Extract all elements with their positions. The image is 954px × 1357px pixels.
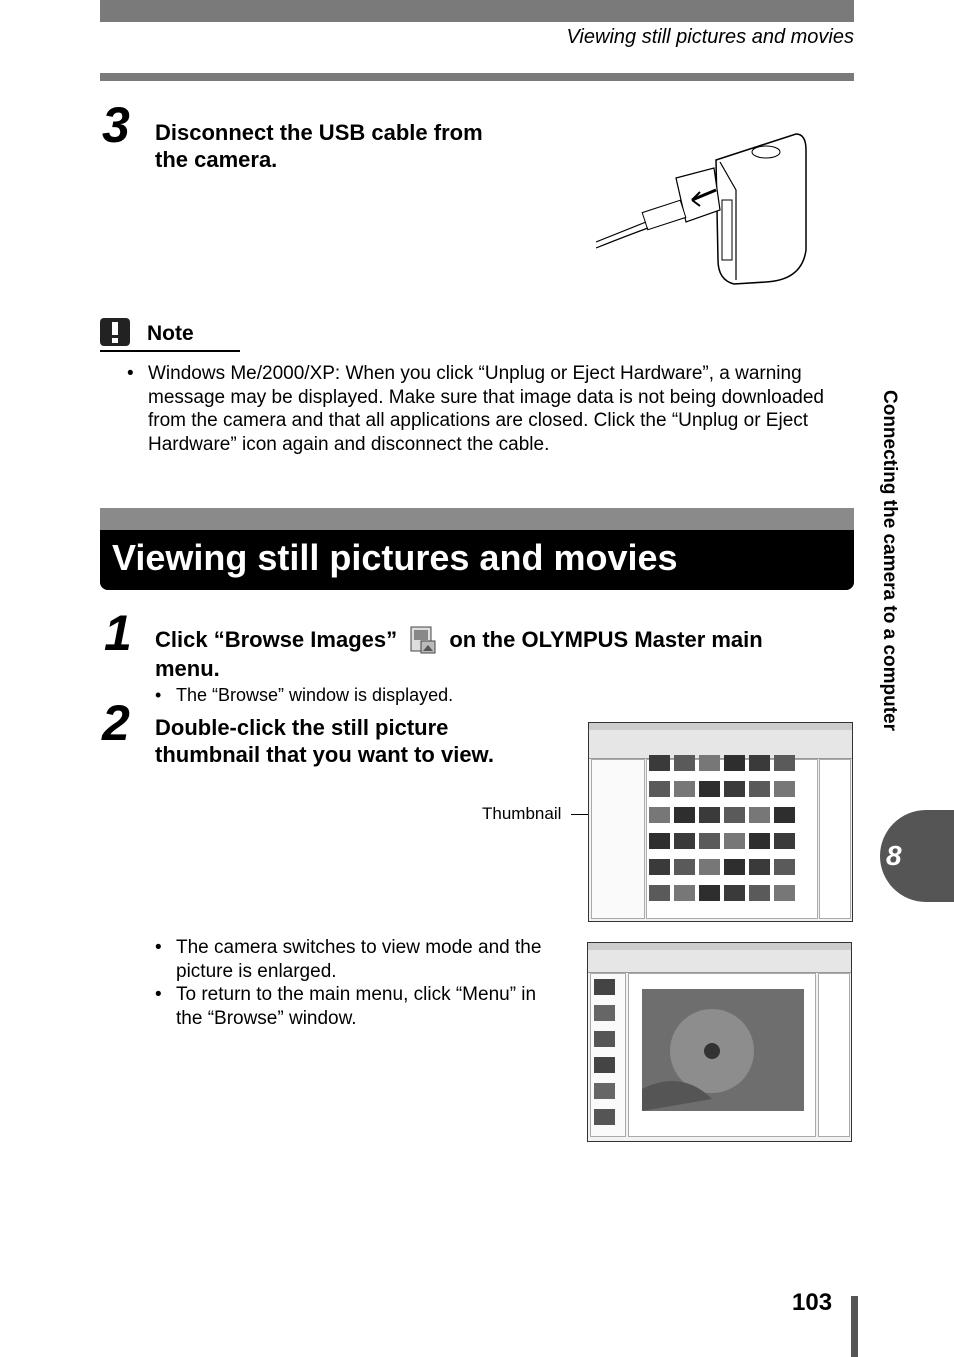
note-bullet: • Windows Me/2000/XP: When you click “Unplug or Eject Hardware”, a warning message may be displayed. Make sure that image data is not being downloaded from the camera and that all applications are closed. Click the “Unplug or Eject Hardware” icon again and disconnect the cable. bbox=[124, 362, 852, 456]
step-2-line2: thumbnail that you want to view. bbox=[155, 742, 494, 767]
browse-images-icon bbox=[409, 625, 437, 655]
strip-thumbnail[interactable] bbox=[594, 1031, 615, 1047]
step-2-line1: Double-click the still picture bbox=[155, 715, 449, 740]
thumbnail-image[interactable] bbox=[649, 755, 670, 771]
chapter-title: Connecting the camera to a computer bbox=[879, 390, 900, 732]
step-1-list bbox=[152, 684, 453, 706]
thumbnail-image[interactable] bbox=[724, 859, 745, 875]
chapter-number: 8 bbox=[886, 840, 902, 871]
thumbnail-image[interactable] bbox=[749, 807, 770, 823]
thumbnail-callout: Thumbnail bbox=[482, 804, 562, 823]
note-icon bbox=[100, 318, 130, 346]
thumbnail-image[interactable] bbox=[674, 833, 695, 849]
step-2-text bbox=[155, 714, 494, 768]
thumbnail-image[interactable] bbox=[649, 859, 670, 875]
strip-thumbnail[interactable] bbox=[594, 1005, 615, 1021]
header-bar-bottom bbox=[100, 73, 854, 81]
thumbnail-image[interactable] bbox=[649, 833, 670, 849]
thumbnail-image[interactable] bbox=[699, 807, 720, 823]
note-rule bbox=[100, 350, 240, 352]
running-title: Viewing still pictures and movies bbox=[566, 26, 854, 48]
thumbnail-image[interactable] bbox=[774, 833, 795, 849]
thumbnail-image[interactable] bbox=[699, 885, 720, 901]
step-1-text-c: menu. bbox=[155, 656, 220, 681]
thumbnail-image[interactable] bbox=[724, 755, 745, 771]
thumbnail-image[interactable] bbox=[749, 755, 770, 771]
step-1-text bbox=[155, 625, 855, 682]
thumbnail-image[interactable] bbox=[674, 885, 695, 901]
step-3-text bbox=[155, 119, 483, 173]
thumbnail-image[interactable] bbox=[724, 885, 745, 901]
thumbnail-image[interactable] bbox=[749, 859, 770, 875]
thumbnail-image[interactable] bbox=[774, 807, 795, 823]
chapter-tab bbox=[880, 810, 954, 902]
step-2-list bbox=[152, 936, 552, 1030]
step-2-bullet-2: • To return to the main menu, click “Menu” in the “Browse” window. bbox=[152, 983, 552, 1030]
thumbnail-image[interactable] bbox=[749, 833, 770, 849]
strip-thumbnail[interactable] bbox=[594, 1057, 615, 1073]
step-3-number: 3 bbox=[102, 97, 130, 153]
thumbnail-image[interactable] bbox=[699, 781, 720, 797]
thumbnail-image[interactable] bbox=[649, 781, 670, 797]
enlarged-view-screenshot bbox=[587, 942, 852, 1142]
thumbnail-image[interactable] bbox=[724, 833, 745, 849]
step-1-text-b: on the OLYMPUS Master main bbox=[449, 627, 763, 652]
step-1-number: 1 bbox=[104, 605, 132, 661]
strip-thumbnail[interactable] bbox=[594, 979, 615, 995]
thumbnail-image[interactable] bbox=[699, 755, 720, 771]
page-number: 103 bbox=[792, 1289, 833, 1316]
browse-window-screenshot bbox=[588, 722, 853, 922]
thumbnail-image[interactable] bbox=[649, 807, 670, 823]
thumbnail-image[interactable] bbox=[774, 755, 795, 771]
thumbnail-image[interactable] bbox=[699, 859, 720, 875]
thumbnail-image[interactable] bbox=[674, 807, 695, 823]
page-number-bar bbox=[851, 1296, 858, 1357]
step-1-text-a: Click “Browse Images” bbox=[155, 627, 398, 652]
thumbnail-image[interactable] bbox=[774, 781, 795, 797]
thumbnail-image[interactable] bbox=[674, 859, 695, 875]
enlarged-photo bbox=[642, 989, 804, 1111]
header-bar-top bbox=[100, 0, 854, 22]
strip-thumbnail[interactable] bbox=[594, 1083, 615, 1099]
thumbnail-image[interactable] bbox=[649, 885, 670, 901]
thumbnail-image[interactable] bbox=[749, 781, 770, 797]
section-title-box bbox=[100, 508, 854, 590]
strip-thumbnail[interactable] bbox=[594, 1109, 615, 1125]
note-label: Note bbox=[147, 322, 194, 345]
camera-usb-illustration bbox=[596, 130, 808, 290]
step-2-number: 2 bbox=[102, 695, 130, 751]
thumbnail-image[interactable] bbox=[749, 885, 770, 901]
note-list bbox=[124, 362, 852, 456]
step-3-line2: the camera. bbox=[155, 147, 278, 172]
thumbnail-image[interactable] bbox=[674, 781, 695, 797]
thumbnail-image[interactable] bbox=[774, 859, 795, 875]
thumbnail-image[interactable] bbox=[724, 807, 745, 823]
step-2-bullet-1: • The camera switches to view mode and the picture is enlarged. bbox=[152, 936, 552, 983]
section-title: Viewing still pictures and movies bbox=[112, 537, 678, 578]
thumbnail-image[interactable] bbox=[724, 781, 745, 797]
thumbnail-image[interactable] bbox=[699, 833, 720, 849]
thumbnail-image[interactable] bbox=[674, 755, 695, 771]
step-3-line1: Disconnect the USB cable from bbox=[155, 120, 483, 145]
step-1-bullet: • The “Browse” window is displayed. bbox=[152, 684, 453, 706]
thumbnail-image[interactable] bbox=[774, 885, 795, 901]
